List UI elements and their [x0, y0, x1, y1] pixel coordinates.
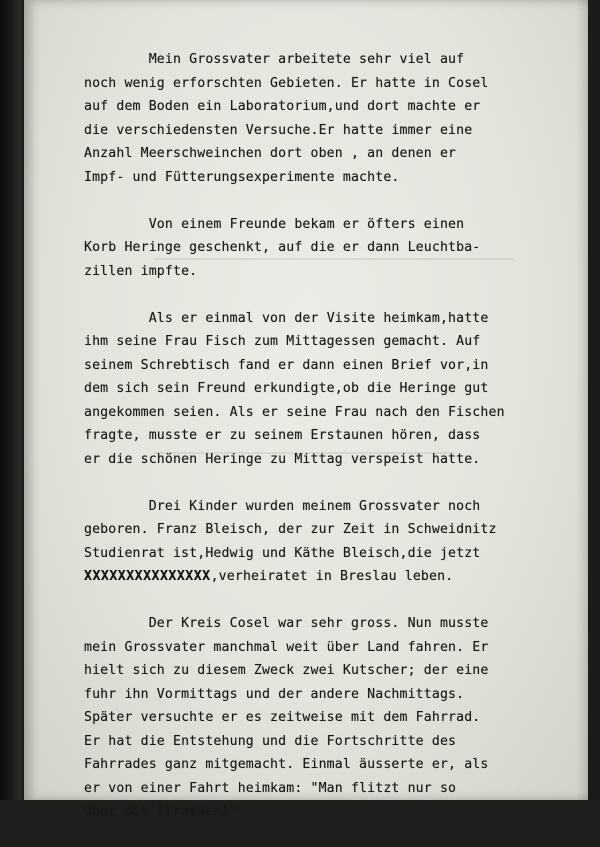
text-line: Anzahl Meerschweinchen dort oben , an denen er — [84, 146, 457, 161]
page-edge-shadow — [576, 0, 588, 800]
text-line: Impf- und Fütterungsexperimente machte. — [84, 169, 400, 185]
text-line: dem sich sein Freund erkundigte,ob die Heringe gut — [84, 381, 489, 396]
text-line: hielt sich zu diesem Zweck zwei Kutscher; der eine — [84, 663, 489, 678]
document-body — [84, 48, 554, 847]
text-line: Fahrrades ganz mitgemacht. Einmal äusserte er, als — [84, 757, 489, 772]
text-line: Mein Grossvater arbeitete sehr viel auf — [148, 52, 465, 67]
text-line: fuhr ihn Vormittags und der andere Nachmittags. — [84, 686, 465, 702]
text-line: Korb Heringe geschenkt, auf die er dann Leuchtba- — [84, 240, 481, 255]
text-line: zillen impfte. — [84, 263, 198, 279]
text-line: über die Strassen!" — [84, 804, 238, 819]
text-line: er die schönen Heringe zu Mittag verspeist hatte. — [84, 451, 481, 467]
paragraph-2 — [84, 213, 554, 284]
text-line: angekommen seien. Als er seine Frau nach den Fischen — [84, 404, 505, 420]
text-line: auf dem Boden ein Laboratorium,und dort machte er — [84, 99, 481, 114]
text-line: Von einem Freunde bekam er öfters einen — [148, 216, 465, 232]
text-line: seinem Schrebtisch fand er dann einen Brief vor,in — [84, 357, 489, 373]
paragraph-3 — [84, 307, 554, 472]
text-line: er von einer Fahrt heimkam: "Man flitzt nur so — [84, 780, 457, 796]
text-line: Studienrat ist,Hedwig und Käthe Bleisch,die jetzt — [84, 545, 481, 561]
indent — [84, 217, 149, 232]
text-line: mein Grossvater manchmal weit über Land fahren. Er — [84, 639, 489, 655]
typewritten-page — [24, 0, 588, 819]
text-line: geboren. Franz Bleisch, der zur Zeit in Schweidnitz — [84, 522, 497, 537]
text-line: Der Kreis Cosel war sehr gross. Nun musste — [148, 616, 489, 631]
struck-out-text: XXXXXXXXXXXXXXX — [84, 569, 211, 584]
text-line: ihm seine Frau Fisch zum Mittagessen gemacht. Auf — [84, 334, 481, 349]
text-line: noch wenig erforschten Gebieten. Er hatte in Cosel — [84, 75, 489, 91]
text-line: Drei Kinder wurden meinem Grossvater noch — [148, 498, 481, 514]
indent — [84, 311, 149, 326]
paragraph-5 — [84, 612, 554, 824]
indent — [84, 499, 149, 514]
indent — [84, 52, 149, 67]
text-fragment: ,verheiratet in Breslau leben. — [210, 569, 454, 584]
paragraph-1 — [84, 48, 554, 189]
text-line — [84, 565, 554, 589]
text-line: Später versuchte er es zeitweise mit dem Fahrrad. — [84, 710, 481, 725]
text-line: Als er einmal von der Visite heimkam,hatte — [148, 310, 489, 326]
indent — [84, 616, 149, 631]
text-line: die verschiedensten Versuche.Er hatte immer eine — [84, 122, 473, 138]
paragraph-4 — [84, 495, 554, 589]
text-line: Er hat die Entstehung und die Fortschritte des — [84, 733, 457, 749]
text-line: fragte, musste er zu seinem Erstaunen hören, dass — [84, 428, 481, 443]
